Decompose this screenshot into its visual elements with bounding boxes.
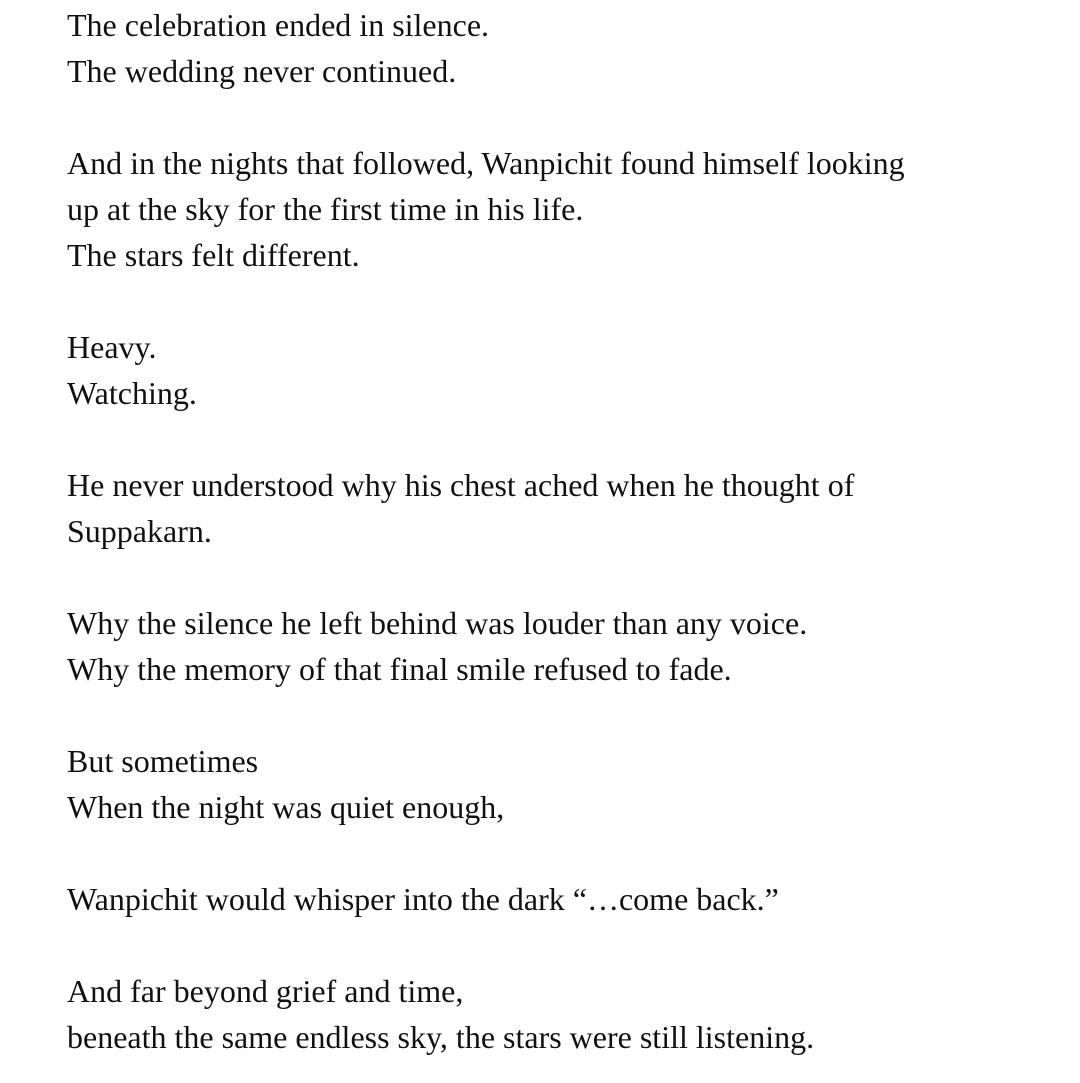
text-line: Watching. — [67, 375, 197, 411]
text-line: When the night was quiet enough, — [67, 789, 505, 825]
text-line: The celebration ended in silence. — [67, 7, 490, 43]
text-line: The stars felt different. — [67, 237, 360, 273]
paragraph-gap — [67, 692, 1057, 738]
paragraph-gap — [67, 554, 1057, 600]
text-line: beneath the same endless sky, the stars were still listening. — [67, 1019, 815, 1055]
text-line: And in the nights that followed, Wanpichit found himself looking — [67, 145, 905, 181]
text-line: But sometimes — [67, 743, 259, 779]
paragraph-gap — [67, 94, 1057, 140]
text-line: Suppakarn. — [67, 513, 212, 549]
paragraph-gap — [67, 922, 1057, 968]
text-line: He never understood why his chest ached when he thought of — [67, 467, 855, 503]
text-line: Heavy. — [67, 329, 157, 365]
text-line: Wanpichit would whisper into the dark “…come back.” — [67, 881, 779, 917]
paragraph-gap — [67, 830, 1057, 876]
text-line: up at the sky for the first time in his life. — [67, 191, 584, 227]
text-line: The wedding never continued. — [67, 53, 457, 89]
text-line: Why the silence he left behind was louder than any voice. — [67, 605, 808, 641]
text-line: And far beyond grief and time, — [67, 973, 464, 1009]
paragraph-gap — [67, 278, 1057, 324]
document-body — [67, 2, 1057, 1060]
paragraph-gap — [67, 416, 1057, 462]
text-line: Why the memory of that final smile refused to fade. — [67, 651, 732, 687]
